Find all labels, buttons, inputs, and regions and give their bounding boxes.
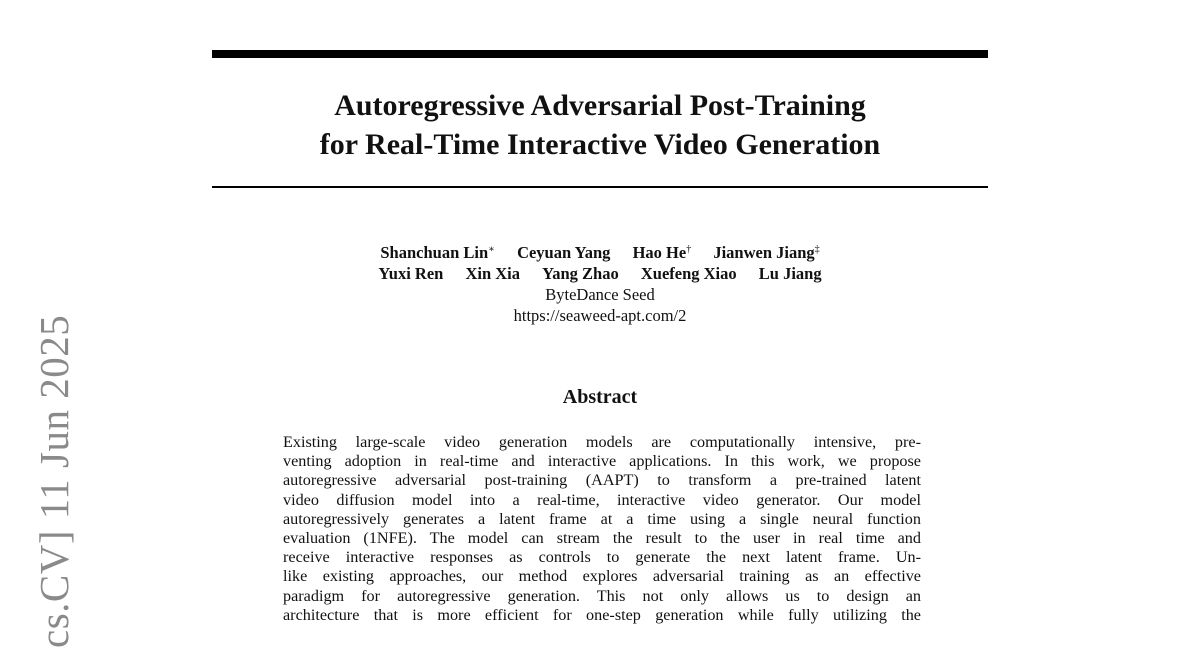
- author-footnote-mark: †: [686, 244, 692, 255]
- author-jianwen-jiang: [713, 242, 819, 263]
- author-ceyuan-yang: [517, 242, 610, 263]
- author-yuxi-ren: [378, 263, 443, 284]
- abstract-line: like existing approaches, our method explores adversarial training as an effective: [283, 567, 921, 586]
- author-name: Yuxi Ren: [378, 264, 444, 283]
- abstract-line: evaluation (1NFE). The model can stream the result to the user in real time and: [283, 528, 921, 547]
- abstract-line: autoregressive adversarial post-training (AAPT) to transform a pre-trained latent: [283, 471, 921, 490]
- abstract-line: architecture that is more efficient for one-step generation while fully utilizing the: [283, 605, 921, 624]
- author-row-2: [212, 263, 988, 284]
- affiliation: ByteDance Seed: [545, 285, 655, 304]
- abstract-body: [283, 433, 921, 625]
- abstract-line: paradigm for autoregressive generation. This not only allows us to design an: [283, 586, 921, 605]
- author-yang-zhao: [542, 263, 619, 284]
- author-name: Ceyuan Yang: [517, 243, 611, 262]
- author-footnote-mark: ‡: [814, 244, 820, 255]
- project-url[interactable]: https://seaweed-apt.com/2: [513, 306, 687, 325]
- author-lu-jiang: [759, 263, 822, 284]
- author-hao-he: [633, 242, 692, 263]
- title-line-2: for Real-Time Interactive Video Generation: [319, 128, 881, 161]
- author-name: Xuefeng Xiao: [640, 264, 737, 283]
- author-name: Lu Jiang: [758, 264, 822, 283]
- author-xin-xia: [465, 263, 520, 284]
- author-name: Shanchuan Lin: [380, 243, 489, 262]
- paper-title: [212, 86, 988, 164]
- author-name: Jianwen Jiang: [713, 243, 815, 262]
- title-line-1: Autoregressive Adversarial Post-Training: [334, 89, 866, 122]
- author-name: Xin Xia: [465, 264, 521, 283]
- abstract-line: Existing large-scale video generation models are computationally intensive, pre-: [283, 433, 921, 451]
- abstract-line: venting adoption in real-time and interactive applications. In this work, we propose: [283, 452, 921, 471]
- author-footnote-mark: ∗: [488, 244, 495, 255]
- author-name: Yang Zhao: [542, 264, 619, 283]
- abstract-line: receive interactive responses as controls to generate the next latent frame. Un-: [283, 548, 921, 567]
- author-row-1: [212, 242, 988, 263]
- title-top-rule: [212, 50, 988, 58]
- title-bottom-rule: [212, 186, 988, 188]
- arxiv-stamp: cs.CV] 11 Jun 2025: [31, 314, 77, 648]
- author-block: [212, 242, 988, 326]
- abstract-heading: Abstract: [562, 386, 638, 408]
- author-name: Hao He: [632, 243, 687, 262]
- abstract-line: autoregressively generates a latent frame at a time using a single neural function: [283, 509, 921, 528]
- abstract-line: video diffusion model into a real-time, interactive video generator. Our model: [283, 490, 921, 509]
- author-shanchuan-lin: [380, 242, 495, 263]
- author-xuefeng-xiao: [641, 263, 737, 284]
